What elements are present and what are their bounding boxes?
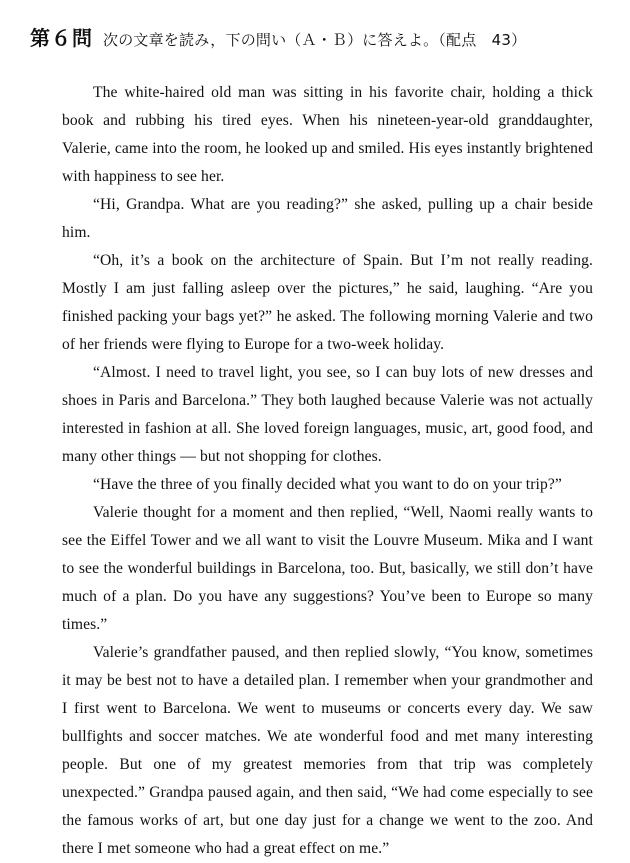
paragraph: “Hi, Grandpa. What are you reading?” she asked, pulling up a chair beside him. [62, 196, 593, 241]
question-header [30, 22, 610, 52]
paragraph: “Have the three of you finally decided what you want to do on your trip?” [93, 476, 562, 493]
paragraph: “Almost. I need to travel light, you see, so I can buy lots of new dresses and shoes in Paris and Barcelona.” They both laughed because Valerie was not actually interested in fashion at all. She loved foreign languages, music, art, good food, and many other things — but not shopping for clothes. [62, 364, 593, 465]
question-number: 第６問 [30, 26, 93, 50]
paragraph: Valerie’s grandfather paused, and then replied slowly, “You know, sometimes it may be best not to have a detailed plan. I remember when your grandmother and I first went to Barcelona. We went to museums or concerts every day. We saw bullfights and soccer matches. We ate wonderful food and met many interesting people. But one of my greatest memories from that trip was completely unexpected.” Grandpa paused again, and then said, “We had come especially to see the famous works of art, but one day just for a change we went to the zoo. And there I met someone who had a great effect on me.” [62, 644, 593, 857]
question-instruction: 次の文章を読み，下の問い（Ａ・Ｂ）に答えよ。（配点 43） [103, 31, 527, 49]
passage [62, 79, 593, 863]
paragraph: The white-haired old man was sitting in his favorite chair, holding a thick book and rubbing his tired eyes. When his nineteen-year-old granddaughter, Valerie, came into the room, he looked up and smiled. His eyes instantly brightened with happiness to see her. [62, 84, 593, 185]
paragraph: “Oh, it’s a book on the architecture of Spain. But I’m not really reading. Mostly I am just falling asleep over the pictures,” he said, laughing. “Are you finished packing your bags yet?” he asked. The following morning Valerie and two of her friends were flying to Europe for a two-week holiday. [62, 252, 593, 353]
paragraph: Valerie thought for a moment and then replied, “Well, Naomi really wants to see the Eiffel Tower and we all want to visit the Louvre Museum. Mika and I want to see the wonderful buildings in Barcelona, too. But, basically, we still don’t have much of a plan. Do you have any suggestions? You’ve been to Europe so many times.” [62, 504, 593, 633]
